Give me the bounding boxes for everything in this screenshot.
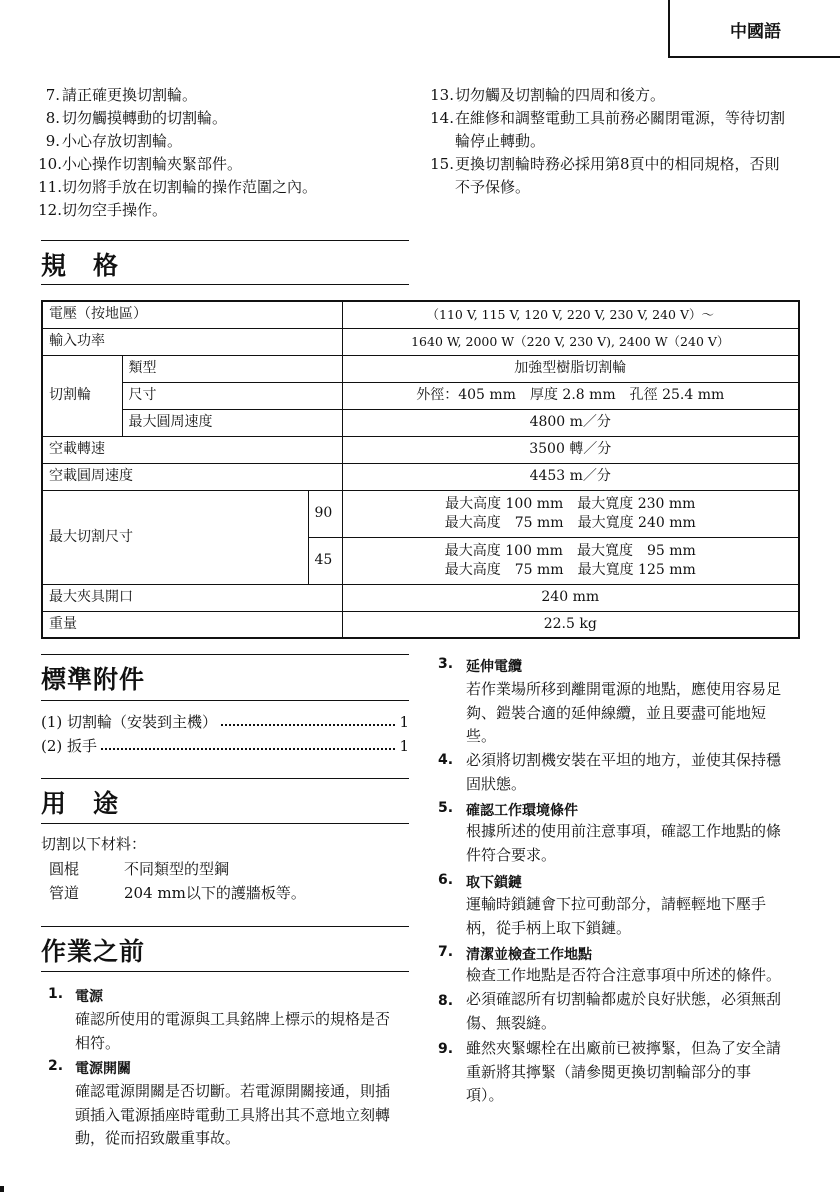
item-body: [466, 678, 800, 749]
dot-leader: [221, 711, 395, 726]
list-item-continued: 不予保修。: [455, 178, 531, 196]
item-body-line: 雖然夾緊螺栓在出廠前已被擰緊，但為了安全請: [466, 1039, 782, 1057]
list-item: 在維修和調整電動工具前務必關閉電源，等待切割: [455, 109, 786, 127]
item-body-line: 重新將其擰緊（請參閱更換切割輪部分的事: [466, 1062, 752, 1081]
usage-item-desc: 不同類型的型鋼: [124, 860, 230, 878]
spec-value: [342, 537, 799, 584]
item-body-line: 必須將切割機安裝在平坦的地方，並使其保持穩: [466, 751, 782, 769]
spec-value-line: 最大高度 100 mm 最大寬度 230 mm: [445, 495, 696, 512]
list-item-number: 11.: [38, 178, 62, 196]
divider: [41, 926, 409, 927]
spec-label: 空載圓周速度: [42, 463, 342, 490]
spec-label: 電壓（按地區）: [42, 301, 342, 328]
item-body-line: 必須確認所有切割輪都處於良好狀態，必須無刮: [466, 990, 782, 1008]
spec-angle: 45: [308, 537, 342, 584]
item-heading: 取下鎖鏈: [466, 875, 522, 891]
spec-value: 加強型樹脂切割輪: [342, 355, 799, 382]
item-body-line: 頭插入電源插座時電動工具將出其不意地立刻轉: [75, 1105, 391, 1124]
accessory-qty: 1: [399, 737, 409, 755]
spec-label: 輸入功率: [42, 328, 342, 355]
language-tab: [668, 0, 840, 58]
spec-value-line: 最大高度 100 mm 最大寬度 95 mm: [444, 542, 696, 559]
item-body-line: 項）。: [466, 1086, 504, 1104]
spec-value-line: 最大高度 75 mm 最大寬度 240 mm: [444, 514, 696, 531]
item-heading: 清潔並檢查工作地點: [466, 947, 592, 963]
list-item-number: 14.: [430, 109, 454, 127]
list-item-number: 15.: [430, 155, 454, 173]
table-row: [42, 611, 799, 638]
dot-leader: [101, 735, 395, 750]
item-body: [75, 1008, 409, 1055]
item-number: 8.: [438, 993, 454, 1009]
item-body-line: 件符合要求。: [466, 845, 557, 864]
spec-value: （110 V, 115 V, 120 V, 220 V, 230 V, 240 V）～: [342, 301, 799, 328]
item-body: [466, 749, 800, 796]
item-number: 1.: [48, 986, 64, 1002]
section-title-spec: 規 格: [41, 251, 120, 280]
item-number: 5.: [438, 800, 454, 816]
spec-label: 切割輪: [42, 355, 122, 436]
item-heading: 電源開關: [75, 1061, 131, 1077]
item-number: 7.: [438, 944, 454, 960]
table-row: [42, 382, 799, 409]
spec-value: 240 mm: [342, 584, 799, 611]
list-item-number: 8.: [45, 109, 60, 127]
usage-intro: 切割以下材料：: [41, 835, 147, 853]
spec-angle: 90: [308, 490, 342, 537]
usage-item-desc: 204 mm以下的護牆板等。: [124, 884, 306, 902]
item-body: [466, 820, 800, 867]
list-item: 切勿將手放在切割輪的操作范圍之內。: [62, 178, 318, 196]
list-item: 小心操作切割輪夾緊部件。: [62, 155, 243, 173]
item-number: 4.: [438, 752, 454, 768]
divider: [41, 284, 409, 285]
item-heading: 延伸電纜: [466, 659, 522, 675]
list-item-number: 13.: [430, 86, 454, 104]
accessory-label: (1) 切割輪（安裝到主機）: [41, 713, 218, 731]
item-body-line: 些。: [466, 727, 497, 745]
item-body-line: 動，從而招致嚴重事故。: [75, 1129, 241, 1147]
section-title-usage: 用 途: [41, 789, 120, 818]
item-body-line: 相符。: [75, 1033, 121, 1052]
item-body-line: 運輸時鎖鏈會下拉可動部分，請輕輕地下壓手: [466, 895, 767, 913]
spec-label: 類型: [122, 355, 342, 382]
spec-label: 重量: [42, 611, 342, 638]
table-row: [42, 328, 799, 355]
list-item: 請正確更換切割輪。: [62, 86, 198, 104]
list-item: 切勿觸及切割輪的四周和後方。: [455, 86, 666, 104]
divider: [41, 971, 409, 972]
spec-value: [342, 490, 799, 537]
table-row: [42, 584, 799, 611]
divider: [41, 778, 409, 779]
list-item-number: 9.: [45, 132, 60, 150]
accessory-qty: 1: [399, 713, 409, 731]
list-item: 小心存放切割輪。: [62, 132, 183, 150]
spec-value: 3500 轉／分: [342, 436, 799, 463]
list-item-number: 10.: [38, 155, 62, 173]
spec-value: 4800 m／分: [342, 409, 799, 436]
item-body-line: 確認電源開關是否切斷。若電源開關接通，則插: [75, 1082, 391, 1100]
list-item: 更換切割輪時務必採用第8頁中的相同規格，否則: [455, 155, 780, 173]
table-row: [42, 436, 799, 463]
table-row: [42, 463, 799, 490]
item-number: 3.: [438, 656, 454, 672]
spec-value: 外徑：405 mm 厚度 2.8 mm 孔徑 25.4 mm: [342, 382, 799, 409]
item-body: [75, 1080, 409, 1151]
accessory-item: [41, 711, 409, 733]
item-body-line: 確認所使用的電源與工具銘牌上標示的規格是否: [75, 1010, 391, 1028]
table-row: [42, 301, 799, 328]
item-body: [466, 964, 800, 988]
usage-item-name: 圓棍: [49, 860, 80, 878]
crop-mark: [0, 1186, 4, 1192]
item-body-line: 固狀態。: [466, 774, 527, 793]
spec-label: 最大夾具開口: [42, 584, 342, 611]
item-heading: 確認工作環境條件: [466, 803, 578, 819]
list-item-number: 12.: [38, 201, 62, 219]
divider: [41, 823, 409, 824]
item-number: 2.: [48, 1058, 64, 1074]
divider: [41, 654, 409, 655]
spec-label: 最大圓周速度: [122, 409, 342, 436]
item-body-line: 傷、無裂縫。: [466, 1013, 557, 1032]
table-row: [42, 355, 799, 382]
spec-table: [41, 300, 800, 639]
item-body-line: 若作業場所移到離開電源的地點，應使用容易足: [466, 680, 782, 698]
language-label: 中國語: [730, 22, 781, 42]
section-title-accessories: 標準附件: [41, 665, 146, 694]
item-heading: 電源: [75, 989, 103, 1005]
table-row: [42, 409, 799, 436]
list-item: 切勿觸摸轉動的切割輪。: [62, 109, 228, 127]
section-title-before-op: 作業之前: [41, 937, 146, 966]
item-body-line: 檢查工作地點是否符合注意事項中所述的條件。: [466, 966, 782, 984]
spec-value-line: 最大高度 75 mm 最大寬度 125 mm: [444, 561, 696, 578]
spec-label: 尺寸: [122, 382, 342, 409]
list-item-continued: 輪停止轉動。: [455, 132, 546, 150]
accessory-label: (2) 扳手: [41, 737, 98, 755]
item-number: 6.: [438, 872, 454, 888]
item-body-line: 柄，從手柄上取下鎖鏈。: [466, 918, 632, 937]
list-item-number: 7.: [45, 86, 60, 104]
list-item: 切勿空手操作。: [62, 201, 168, 219]
divider: [41, 700, 409, 701]
item-number: 9.: [438, 1041, 454, 1057]
accessory-item: [41, 735, 409, 757]
usage-item-name: 管道: [49, 884, 80, 902]
item-body: [466, 1037, 800, 1108]
spec-value: 4453 m／分: [342, 463, 799, 490]
spec-label: 最大切割尺寸: [42, 490, 308, 584]
item-body: [466, 988, 800, 1035]
table-row: [42, 490, 799, 537]
item-body-line: 夠、鎧裝合適的延伸線纜，並且要盡可能地短: [466, 703, 767, 722]
divider: [41, 240, 409, 241]
spec-value: 1640 W, 2000 W（220 V, 230 V), 2400 W（240 V）: [342, 328, 799, 355]
spec-value: 22.5 kg: [342, 611, 799, 638]
spec-label: 空載轉速: [42, 436, 342, 463]
item-body: [466, 893, 800, 940]
item-body-line: 根據所述的使用前注意事項，確認工作地點的條: [466, 822, 782, 840]
